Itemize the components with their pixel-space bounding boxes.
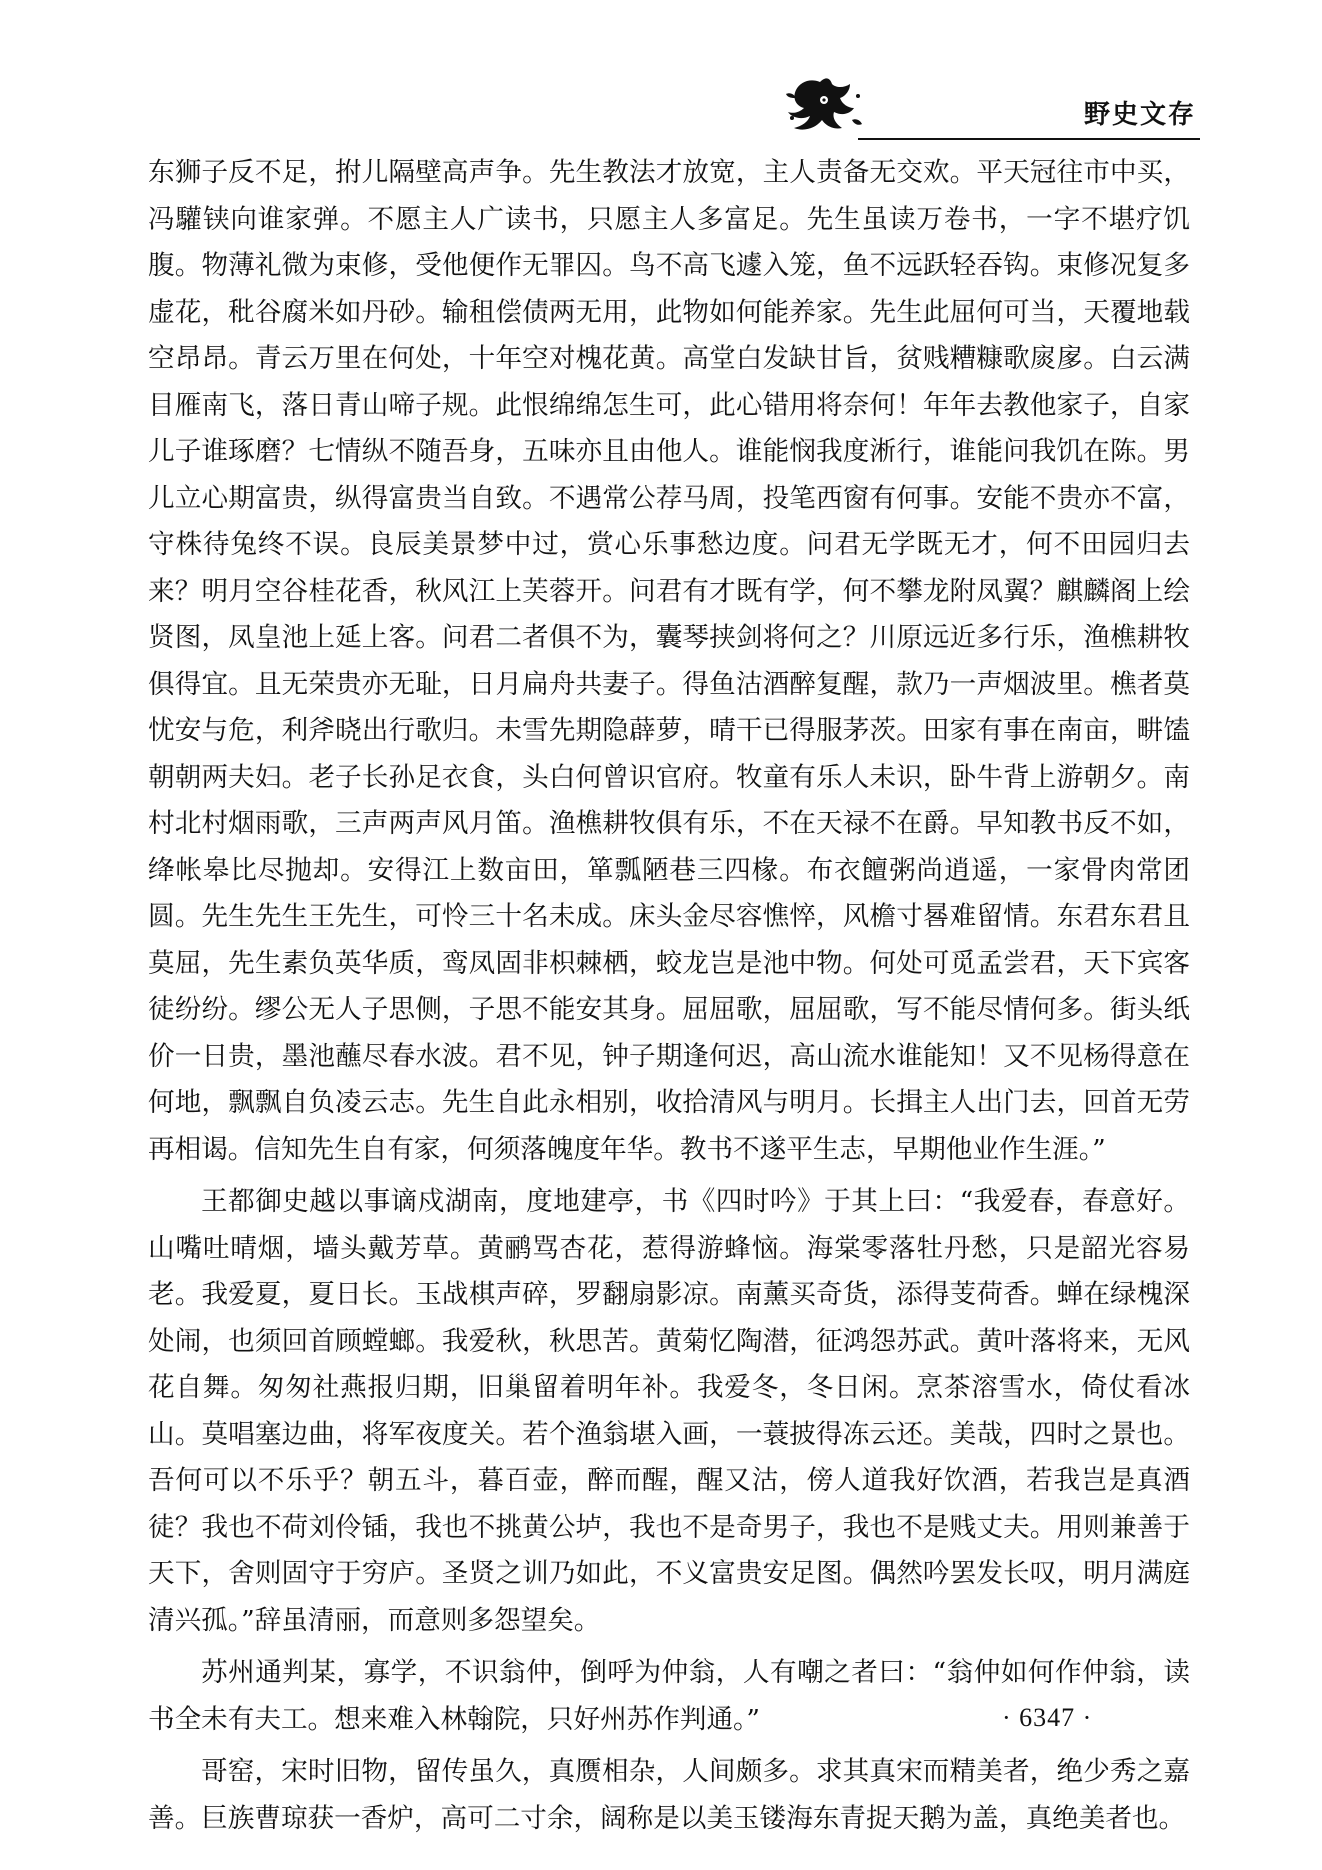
header-rule	[858, 138, 1200, 140]
paragraph-ge-kiln: 哥窑，宋时旧物，留传虽久，真赝相杂，人间颇多。求其真宋而精美者，绝少秀之嘉善。巨族曹琼获一香炉，高可二寸余，阔称是以美玉镂海东青捉天鹅为盖，真绝美者也。	[148, 1756, 1190, 1834]
main-text	[148, 150, 1190, 1842]
dragon-emblem-icon	[780, 72, 866, 140]
paragraph-four-seasons: 王都御史越以事谪戍湖南，度地建亭，书《四时吟》于其上曰：“我爱春，春意好。山嘴吐晴烟，墙头戴芳草。黄鹂骂杏花，惹得游蜂恼。海棠零落牡丹愁，只是韶光容易老。我爱夏，夏日长。玉战棋声碎，罗翻扇影凉。南薰买奇货，添得芰荷香。蝉在绿槐深处闹，也须回首顾螳螂。我爱秋，秋思苦。黄菊忆陶潜，征鸿怨苏武。黄叶落将来，无风花自舞。匆匆社燕报归期，旧巢留着明年补。我爱冬，冬日闲。烹茶溶雪水，倚仗看冰山。莫唱塞边曲，将军夜度关。若个渔翁堪入画，一蓑披得冻云还。美哉，四时之景也。吾何可以不乐乎？朝五斗，暮百壶，醉而醒，醒又沽，傍人道我好饮酒，若我岂是真酒徒？我也不荷刘伶锸，我也不挑黄公垆，我也不是奇男子，我也不是贱丈夫。用则兼善于天下，舍则固守于穷庐。圣贤之训乃如此，不义富贵安足图。偶然吟罢发长叹，明月满庭清兴孤。”辞虽清丽，而意则多怨望矣。	[148, 1186, 1190, 1636]
paragraph-suzhou-official: 苏州通判某，寡学，不识翁仲，倒呼为仲翁，人有嘲之者曰：“翁仲如何作仲翁，读书全未有夫工。想来难入林翰院，只好州苏作判通。”	[148, 1657, 1190, 1735]
running-header	[780, 72, 1200, 144]
page-number: · 6347 ·	[1002, 1703, 1093, 1732]
paragraph-poem-continuation: 东狮子反不足，拊儿隔壁高声争。先生教法才放宽，主人责备无交欢。平天冠往市中买，冯驩铗向谁家弹。不愿主人广读书，只愿主人多富足。先生虽读万卷书，一字不堪疗饥腹。物薄礼微为束修，受他便作无罪囚。鸟不高飞遽入笼，鱼不远跃轻吞钩。束修况复多虚花，秕谷腐米如丹砂。输租偿债两无用，此物如何能养家。先生此屈何可当，天覆地载空昂昂。青云万里在何处，十年空对槐花黄。高堂白发缺甘旨，贫贱糟糠歌扊扅。白云满目雁南飞，落日青山啼子规。此恨绵绵怎生可，此心错用将奈何！年年去教他家子，自家儿子谁琢磨？七情纵不随吾身，五味亦且由他人。谁能悯我度淅行，谁能问我饥在陈。男儿立心期富贵，纵得富贵当自致。不遇常公荐马周，投笔西窗有何事。安能不贵亦不富，守株待兔终不误。良辰美景梦中过，赏心乐事愁边度。问君无学既无才，何不田园归去来？明月空谷桂花香，秋风江上芙蓉开。问君有才既有学，何不攀龙附凤翼？麒麟阁上绘贤图，凤皇池上延上客。问君二者俱不为，囊琴挟剑将何之？川原远近多行乐，渔樵耕牧俱得宜。且无荣贵亦无耻，日月扁舟共妻子。得鱼沽酒醉复醒，款乃一声烟波里。樵者莫忧安与危，利斧晓出行歌归。未雪先期隐薜萝，晴干已得服茅茨。田家有事在南亩，畊馌朝朝两夫妇。老子长孙足衣食，头白何曾识官府。牧童有乐人未识，卧牛背上游朝夕。南村北村烟雨歌，三声两声风月笛。渔樵耕牧俱有乐，不在天禄不在爵。早知教书反不如，绛帐皋比尽抛却。安得江上数亩田，箪瓢陋巷三四椽。布衣饘粥尚逍遥，一家骨肉常团圆。先生先生王先生，可怜三十名未成。床头金尽容憔悴，风檐寸晷难留情。东君东君且莫屈，先生素负英华质，鸾凤固非枳棘栖，蛟龙岂是池中物。何处可觅孟尝君，天下宾客徒纷纷。缪公无人子思侧，子思不能安其身。屈屈歌，屈屈歌，写不能尽情何多。街头纸价一日贵，墨池蘸尽春水波。君不见，钟子期逢何迟，高山流水谁能知！又不见杨得意在何地，飘飘自负凌云志。先生自此永相别，收拾清风与明月。长揖主人出门去，回首无劳再相谒。信知先生自有家，何须落魄度年华。教书不遂平生志，早期他业作生涯。”	[148, 157, 1190, 1165]
header-title: 野史文存	[1083, 100, 1196, 130]
